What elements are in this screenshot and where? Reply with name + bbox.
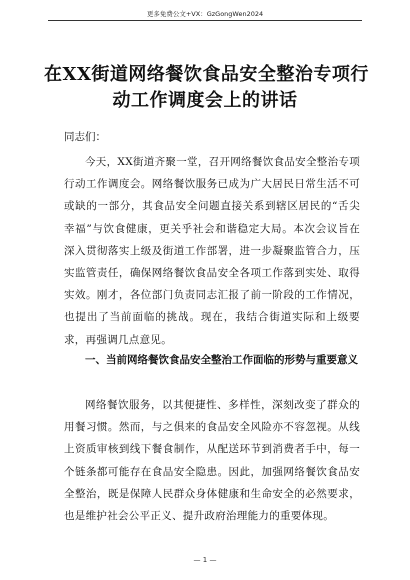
greeting: 同志们： [64, 131, 106, 143]
header-note: 更多免费公文+VX：GzGongWen2024 [146, 10, 264, 18]
title-line-2: 动工作调度会上的讲话 [112, 90, 298, 111]
section-heading-1: 一、当前网络餐饮食品安全整治工作面临的形势与重要意义 [85, 354, 358, 366]
paragraph-intro: 今天，XX街道齐聚一堂，召开网络餐饮食品安全整治专项行动工作调度会。网络餐饮服务已成为广大居民日常生活不可或缺的一部分，其食品安全问题直接关系到辖区居民的“舌尖幸福”与饮食健康，更关乎社会和谐稳定大局。本次会议旨在深入贯彻落实上级及街道工作部署，进一步凝聚监管合力，压实监管责任，确保网络餐饮食品安全各项工作落到实处、取得实效。刚才，各位部门负责同志汇报了前一阶段的工作情况，也提出了当前面临的挑战。现在，我结合街道实际和上级要求，再强调几点意见。 [64, 156, 360, 346]
title-line-1: 在XX街道网络餐饮食品安全整治专项行 [44, 64, 369, 85]
document-title [44, 62, 369, 114]
page-number: — 1 — [193, 556, 217, 564]
paragraph-situation: 网络餐饮服务，以其便捷性、多样性，深刻改变了群众的用餐习惯。然而，与之俱来的食品安全风险亦不容忽视。从线上资质审核到线下餐食制作，从配送环节到消费者手中，每一个链条都可能存在食品安全隐患。因此，加强网络餐饮食品安全整治，既是保障人民群众身体健康和生命安全的必然要求，也是维护社会公平正义、提升政府治理能力的重要体现。 [64, 399, 360, 523]
header-divider [48, 20, 362, 21]
